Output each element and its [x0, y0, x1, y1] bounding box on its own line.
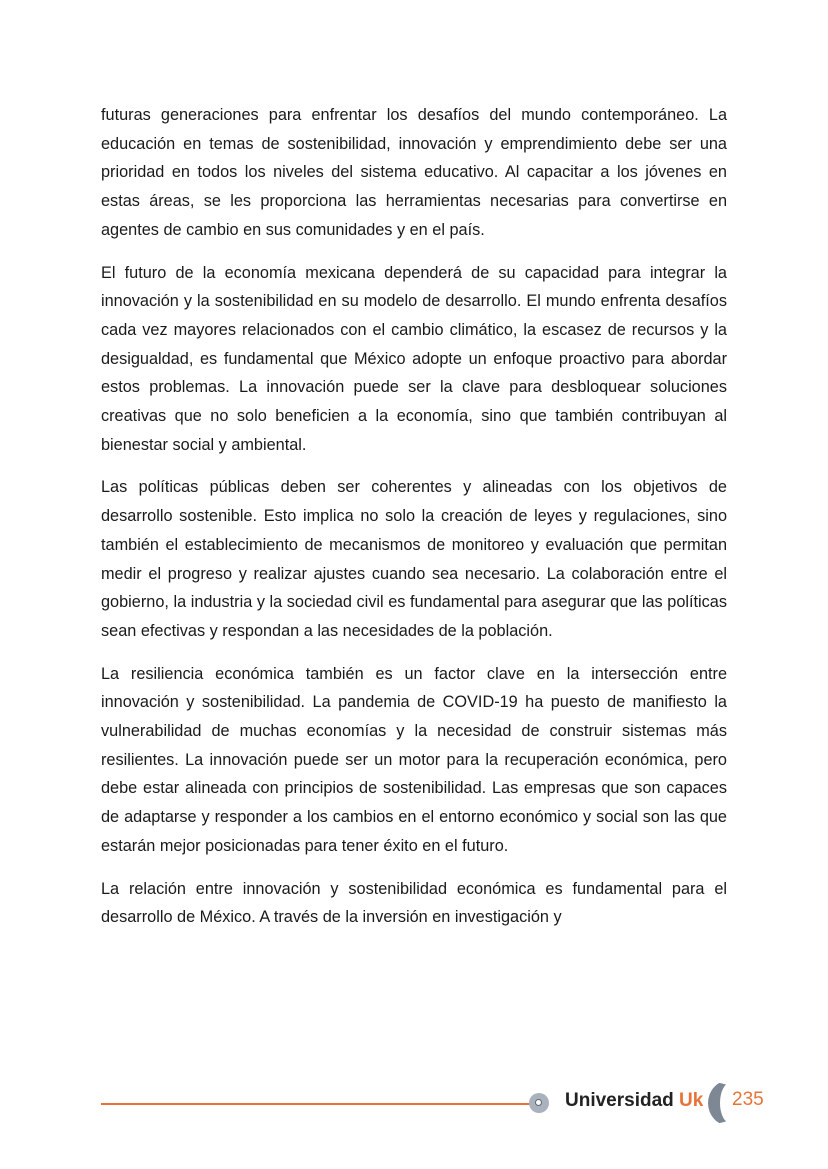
paragraph: futuras generaciones para enfrentar los desafíos del mundo contemporáneo. La educación en temas de sostenibilidad, innovación y emprendimiento debe ser una prioridad en todos los niveles del sistema educativo. Al capacitar a los jóvenes en estas áreas, se les proporciona las herramientas necesarias para convertirse en agentes de cambio en sus comunidades y en el país.: [101, 106, 727, 239]
footer-target-icon: [529, 1093, 549, 1113]
page-number: 235: [732, 1089, 764, 1110]
footer-divider: [101, 1103, 531, 1105]
footer-brand: [565, 1090, 703, 1112]
paragraph: La resiliencia económica también es un factor clave en la intersección entre innovación y sostenibilidad. La pandemia de COVID-19 ha puesto de manifiesto la vulnerabilidad de muchas economías y la necesidad de construir sistemas más resilientes. La innovación puede ser un motor para la recuperación económica, pero debe estar alineada con principios de sostenibilidad. Las empresas que son capaces de adaptarse y responder a los cambios en el entorno económico y social son las que estarán mejor posicionadas para tener éxito en el futuro.: [101, 664, 727, 855]
page-body: [101, 101, 727, 946]
brand-accent: Uk: [679, 1090, 704, 1111]
paragraph: El futuro de la economía mexicana dependerá de su capacidad para integrar la innovación y la sostenibilidad en su modelo de desarrollo. El mundo enfrenta desafíos cada vez mayores relacionados con el cambio climático, la escasez de recursos y la desigualdad, es fundamental que México adopte un enfoque proactivo para abordar estos problemas. La innovación puede ser la clave para desbloquear soluciones creativas que no solo beneficien a la economía, sino que también contribuyan al bienestar social y ambiental.: [101, 263, 727, 454]
paragraph: La relación entre innovación y sostenibilidad económica es fundamental para el desarrollo de México. A través de la inversión en investigación y: [101, 879, 727, 927]
paragraph: Las políticas públicas deben ser coherentes y alineadas con los objetivos de desarrollo sostenible. Esto implica no solo la creación de leyes y regulaciones, sino también el establecimiento de mecanismos de monitoreo y evaluación que permitan medir el progreso y realizar ajustes cuando sea necesario. La colaboración entre el gobierno, la industria y la sociedad civil es fundamental para asegurar que las políticas sean efectivas y respondan a las necesidades de la población.: [101, 478, 727, 640]
brand-main: Universidad: [565, 1090, 674, 1111]
